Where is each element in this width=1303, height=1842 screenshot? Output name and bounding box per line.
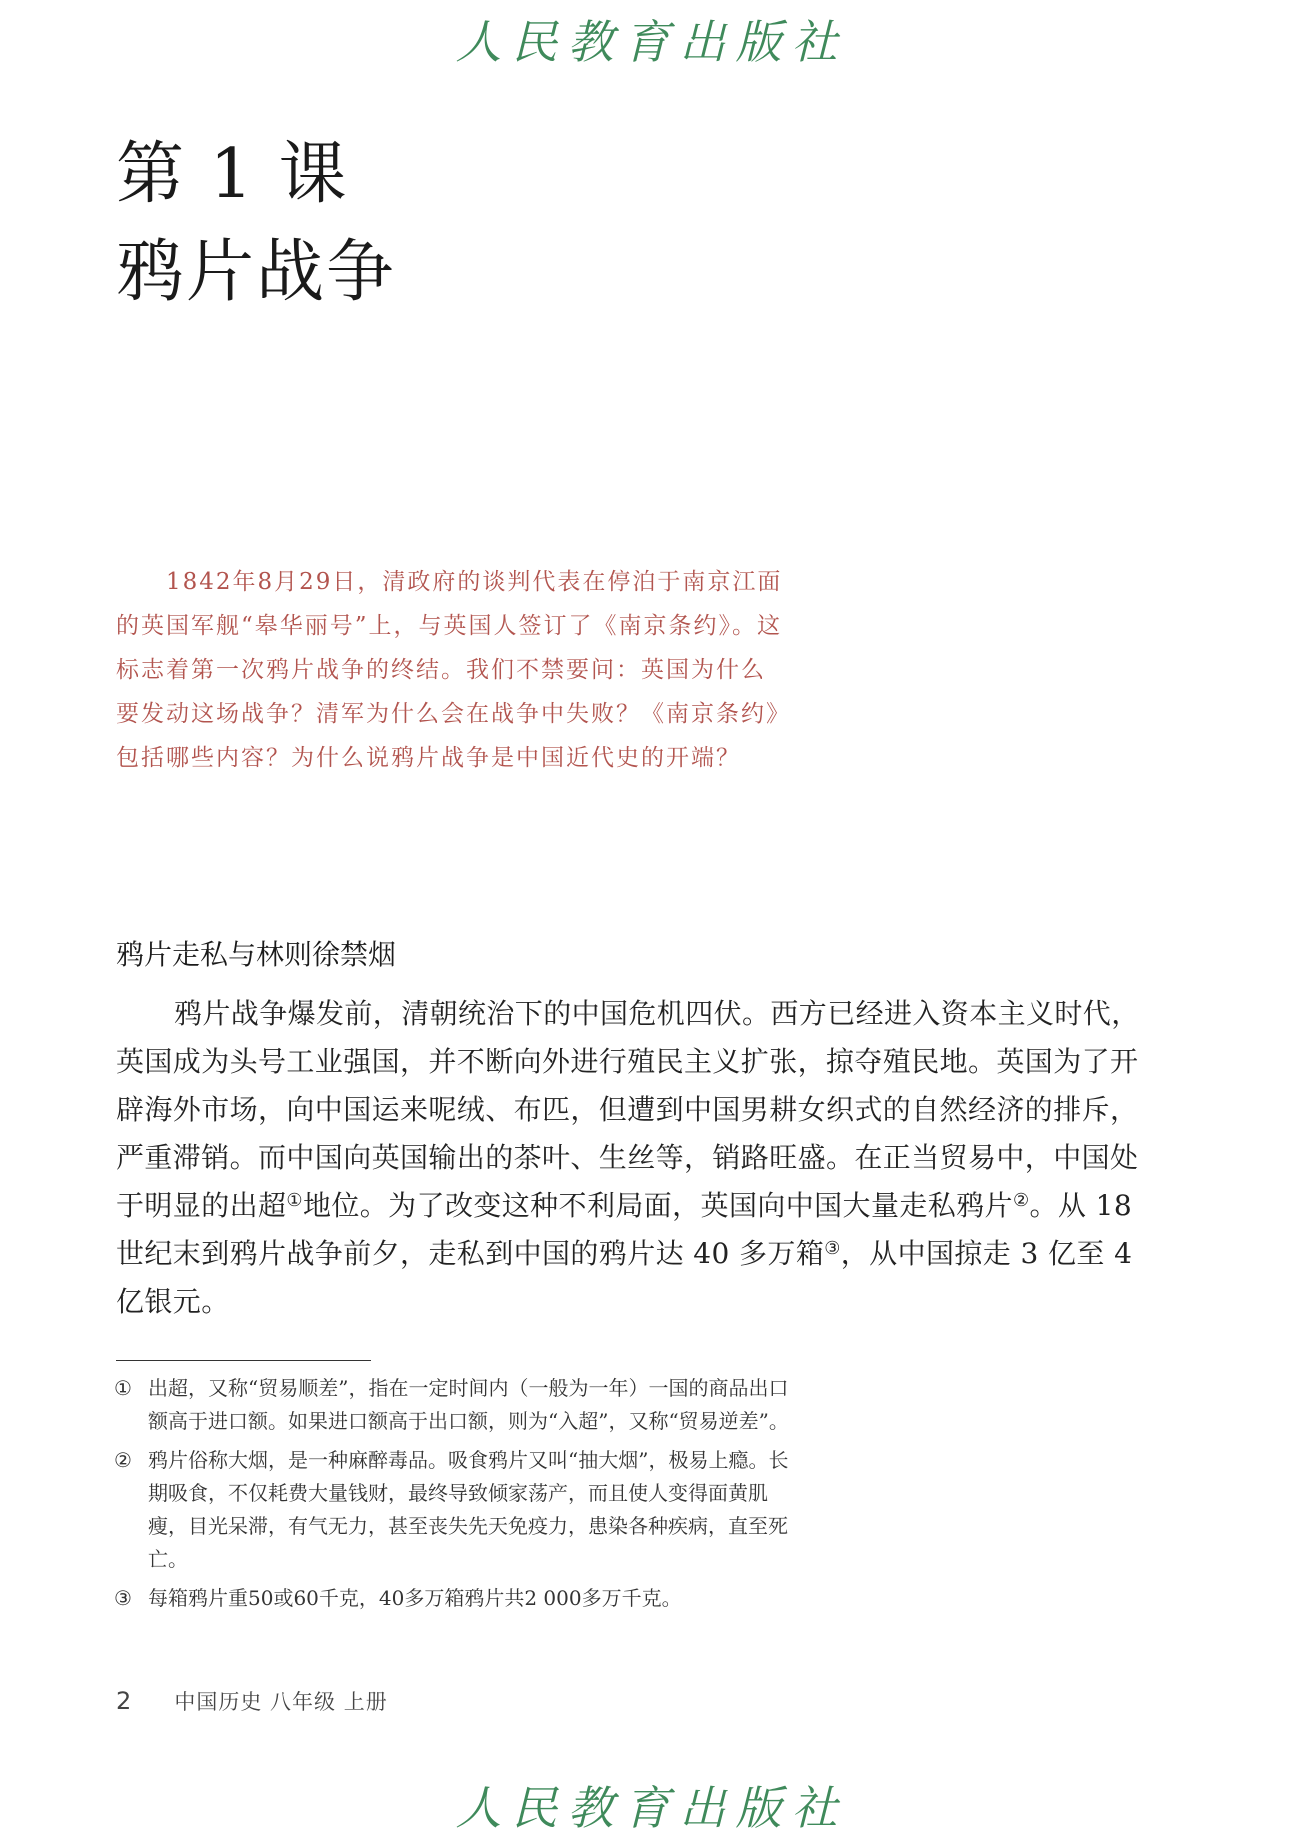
paragraph-text: 。从 18 世纪末到鸦片战争前夕，走私到中国的鸦片达 40 多万箱 [116,1189,1133,1270]
section-heading: 鸦片走私与林则徐禁烟 [116,938,397,971]
footnote-text: 每箱鸦片重50或60千克，40多万箱鸦片共2 000多万千克。 [148,1586,682,1610]
footnote-item [114,1582,794,1615]
footnote-text: 鸦片俗称大烟，是一种麻醉毒品。吸食鸦片又叫“抽大烟”，极易上瘾。长期吸食，不仅耗费大量钱财，最终导致倾家荡产，而且使人变得面黄肌瘦，目光呆滞，有气无力，甚至丧失先天免疫力，患染各种疾病，直至死亡。 [148,1448,789,1571]
section-paragraph [116,990,1146,1326]
lesson-number: 第 1 课 [116,135,349,214]
footnotes [114,1372,794,1621]
publisher-logo-top: 人民教育出版社 [455,15,848,69]
paragraph-text: 鸦片战争爆发前，清朝统治下的中国危机四伏。西方已经进入资本主义时代，英国成为头号工业强国，并不断向外进行殖民主义扩张，掠夺殖民地。英国为了开辟海外市场，向中国运来呢绒、布匹，但遭到中国男耕女织式的自然经济的排斥，严重滞销。而中国向英国输出的茶叶、生丝等，销路旺盛。在正当贸易中，中国处于明显的出超 [116,997,1140,1222]
footnote-text: 出超，又称“贸易顺差”，指在一定时间内（一般为一年）一国的商品出口额高于进口额。如果进口额高于出口额，则为“入超”，又称“贸易逆差”。 [148,1376,789,1433]
paragraph-text: ，从中国掠走 3 亿至 4 亿银元。 [116,1237,1133,1318]
footnote-mark: ③ [114,1586,132,1610]
footnote-ref-1[interactable]: ① [286,1190,303,1211]
publisher-logo-bottom: 人民教育出版社 [455,1781,848,1835]
page-footer [116,1686,388,1716]
footnote-item [114,1444,794,1576]
paragraph-text: 地位。为了改变这种不利局面，英国向中国大量走私鸦片 [302,1189,1013,1222]
book-title: 中国历史 八年级 上册 [174,1690,388,1714]
footnote-mark: ② [114,1448,132,1472]
footnote-ref-3[interactable]: ③ [824,1238,841,1259]
page-number: 2 [116,1687,132,1715]
footnote-ref-2[interactable]: ② [1012,1190,1030,1211]
lesson-title: 鸦片战争 [116,233,397,312]
footnote-item [114,1372,794,1438]
footnote-divider [116,1360,371,1361]
footnote-mark: ① [114,1376,132,1400]
lesson-intro: 1842年8月29日，清政府的谈判代表在停泊于南京江面的英国军舰“皋华丽号”上，与英国人签订了《南京条约》。这标志着第一次鸦片战争的终结。我们不禁要问：英国为什么要发动这场战争？清军为什么会在战争中失败？《南京条约》包括哪些内容？为什么说鸦片战争是中国近代史的开端？ [116,569,783,771]
